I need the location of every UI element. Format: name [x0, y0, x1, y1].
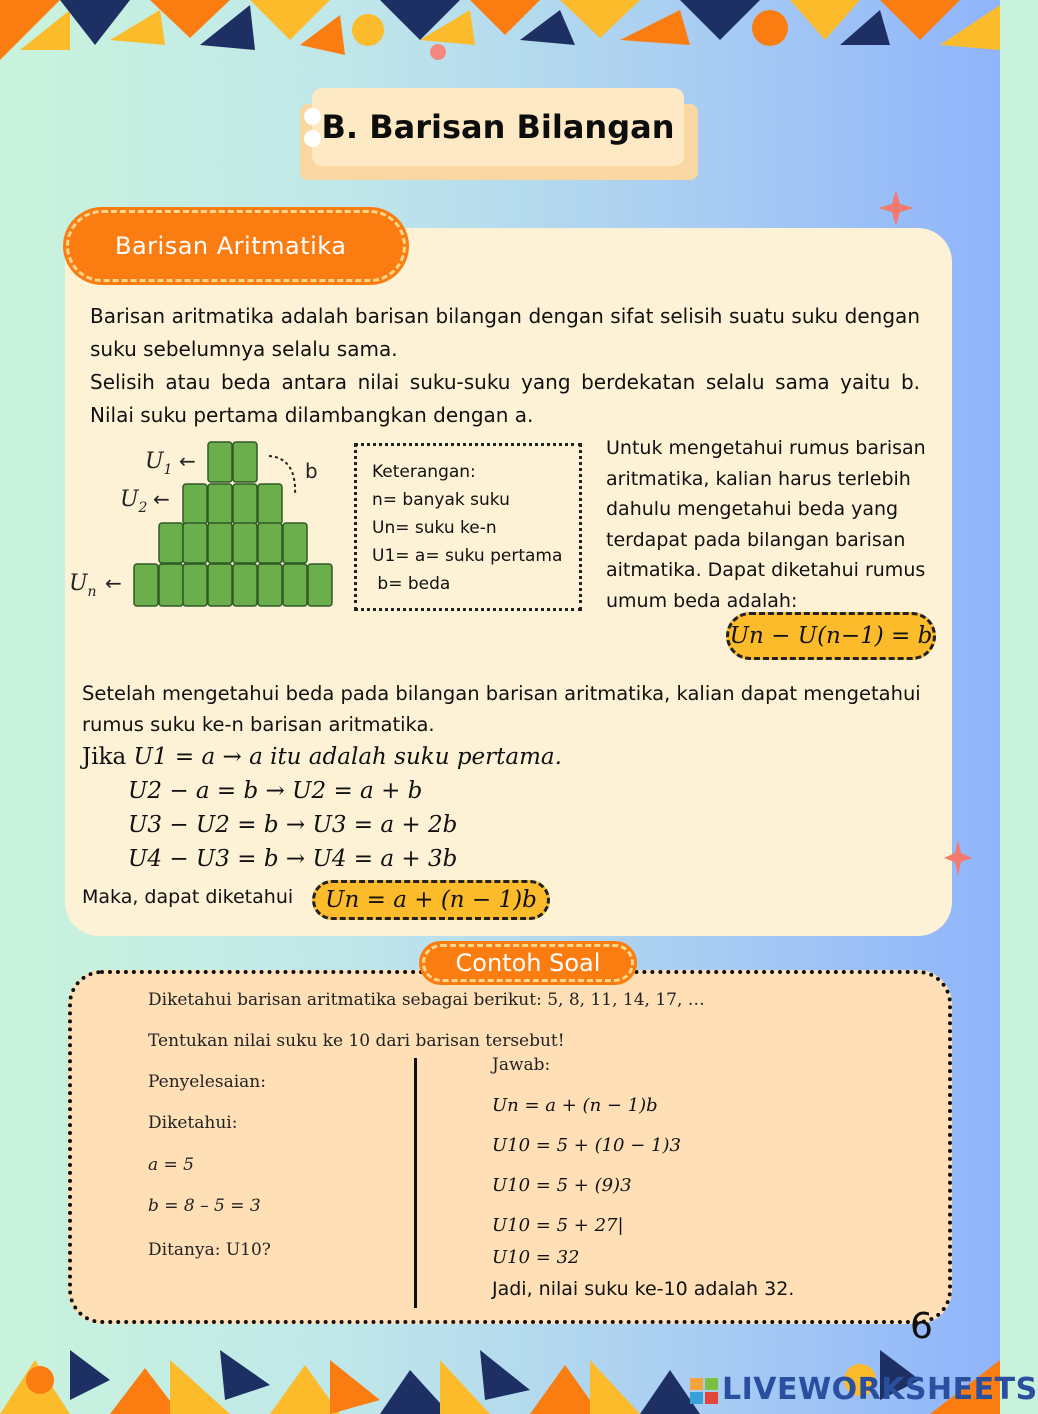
u1-arrow: ←: [179, 449, 196, 473]
answer-step: U10 = 5 + (10 − 1)3: [492, 1135, 681, 1156]
liveworksheets-logo-icon: [690, 1378, 718, 1404]
legend-item: b= beda: [372, 574, 451, 594]
b-label: b: [305, 459, 318, 483]
page-title: B. Barisan Bilangan: [321, 108, 675, 146]
section-label: Barisan Aritmatika: [115, 232, 347, 260]
sparkle-icon: [878, 190, 914, 226]
u1-label: $U_1$: [145, 449, 173, 478]
asked-line: Ditanya: U10?: [148, 1240, 271, 1260]
beda-formula-text: Un − U(n−1) = b: [729, 623, 933, 649]
side-explanation: Untuk mengetahui rumus barisan aritmatika, kalian harus terlebih dahulu mengetahui beda yang terdapat pada bilangan barisan aitmatika. Dapat diketahui rumus umum beda adalah:: [606, 437, 926, 612]
answer-conclusion: Jadi, nilai suku ke-10 adalah 32.: [492, 1278, 795, 1300]
u2-arrow: ←: [153, 487, 170, 511]
known-heading: Diketahui:: [148, 1113, 238, 1133]
top-decorative-band: [0, 0, 1000, 70]
answer-step: U10 = 5 + 27|: [492, 1215, 624, 1236]
known-a: a = 5: [148, 1155, 195, 1175]
difference-paragraph: Selisih atau beda antara nilai suku-suku yang berdekatan selalu sama yaitu b. Nilai suku pertama dilambangkan dengan a.: [90, 370, 920, 427]
title-dot: [304, 130, 321, 147]
example-pill: [422, 944, 634, 982]
answer-heading: Jawab:: [492, 1055, 551, 1075]
u2-label: $U_2$: [120, 487, 148, 516]
solution-heading: Penyelesaian:: [148, 1072, 266, 1092]
derivation-line-3: U4 − U3 = b → U4 = a + 3b: [128, 846, 458, 872]
sparkle-icon: [944, 840, 972, 876]
legend-item: U1= a= suku pertama: [372, 546, 563, 566]
column-divider: [414, 1058, 417, 1308]
title-block: [300, 88, 698, 180]
conclusion-label: Maka, dapat diketahui: [82, 886, 294, 908]
un-label: $U_n$: [69, 571, 97, 600]
example-question-2: Tentukan nilai suku ke 10 dari barisan tersebut!: [148, 1031, 565, 1051]
title-dot: [304, 108, 321, 125]
nth-term-formula-text: Un = a + (n − 1)b: [325, 887, 537, 913]
example-question-1: Diketahui barisan aritmatika sebagai berikut: 5, 8, 11, 14, 17, …: [148, 990, 705, 1010]
known-b: b = 8 – 5 = 3: [148, 1196, 261, 1216]
derivation-line-1: U2 − a = b → U2 = a + b: [128, 778, 423, 804]
title-card: [312, 88, 684, 166]
section-pill: [66, 210, 406, 282]
derivation-text-0: U1 = a → a itu adalah suku pertama.: [133, 744, 562, 770]
answer-step: Un = a + (n − 1)b: [492, 1095, 658, 1116]
page-number: 6: [910, 1306, 933, 1347]
legend-item: Un= suku ke-n: [372, 518, 497, 538]
answer-step: U10 = 5 + (9)3: [492, 1175, 632, 1196]
example-label: Contoh Soal: [455, 949, 601, 977]
legend-item: n= banyak suku: [372, 490, 510, 510]
legend-box: [354, 443, 582, 611]
pyramid-diagram: [65, 436, 355, 616]
derivation-line-2: U3 − U2 = b → U3 = a + 2b: [128, 812, 458, 838]
watermark: LIVEWORKSHEETS: [722, 1372, 1038, 1407]
answer-step: U10 = 32: [492, 1247, 580, 1268]
nth-term-formula: [312, 880, 550, 920]
un-arrow: ←: [105, 571, 122, 595]
derivation-line-0: Jika U1 = a → a itu adalah suku pertama.: [82, 744, 562, 770]
nth-term-paragraph: Setelah mengetahui beda pada bilangan barisan aritmatika, kalian dapat mengetahui rumus suku ke-n barisan aritmatika.: [82, 682, 921, 736]
beda-formula: [726, 612, 936, 660]
definition-paragraph: Barisan aritmatika adalah barisan bilangan dengan sifat selisih suatu suku dengan suku sebelumnya selalu sama.: [90, 304, 920, 361]
legend-heading: Keterangan:: [372, 462, 476, 482]
